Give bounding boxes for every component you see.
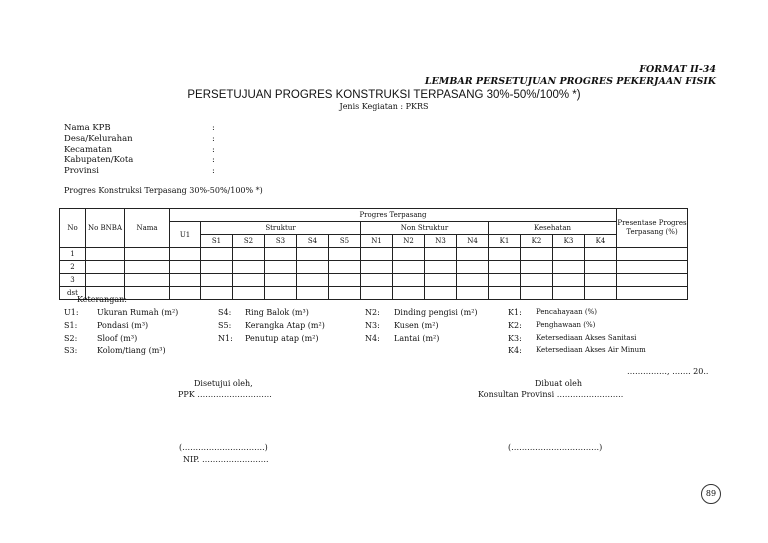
table-row [60, 287, 688, 300]
activity-type: Jenis Kegiatan : PKRS [339, 102, 429, 111]
legend-code: S2: [64, 334, 78, 343]
table-cell[interactable] [170, 261, 201, 274]
legend-code: U1: [64, 308, 79, 317]
table-cell[interactable] [489, 274, 521, 287]
col-k2: K2 [521, 235, 553, 248]
table-cell[interactable] [617, 274, 688, 287]
col-s5: S5 [329, 235, 361, 248]
identity-label: Nama KPB [64, 123, 111, 133]
page-number: 89 [701, 484, 721, 504]
legend-text: Ketersediaan Akses Sanitasi [536, 334, 637, 342]
legend-code: N1: [218, 334, 233, 343]
col-n4: N4 [457, 235, 489, 248]
legend-text: Sloof (m³) [97, 334, 138, 343]
table-cell[interactable] [457, 248, 489, 261]
table-cell[interactable] [553, 287, 585, 300]
legend-text: Ketersediaan Akses Air Minum [536, 346, 646, 354]
keterangan-label: Keterangan: [77, 295, 127, 304]
table-cell[interactable] [297, 287, 329, 300]
table-cell[interactable] [201, 274, 233, 287]
row-number: 3 [60, 274, 86, 287]
legend-code: S4: [218, 308, 232, 317]
legend-text: Kolom/tiang (m³) [97, 346, 166, 355]
col-s2: S2 [233, 235, 265, 248]
identity-block [64, 123, 215, 177]
table-cell[interactable] [265, 261, 297, 274]
table-cell[interactable] [361, 248, 393, 261]
legend-text: Ukuran Rumah (m²) [97, 308, 179, 317]
table-cell[interactable] [265, 287, 297, 300]
legend-text: Dinding pengisi (m²) [394, 308, 478, 317]
identity-label: Kecamatan [64, 144, 113, 155]
legend-code: N4: [365, 334, 380, 343]
table-cell[interactable] [585, 261, 617, 274]
table-cell[interactable] [521, 248, 553, 261]
table-cell[interactable] [86, 274, 125, 287]
identity-row [64, 155, 215, 166]
table-cell[interactable] [617, 261, 688, 274]
document-title: PERSETUJUAN PROGRES KONSTRUKSI TERPASANG 30%-50%/100% *) [187, 89, 581, 101]
legend-code: K3: [508, 334, 522, 343]
identity-row [64, 123, 215, 134]
table-row [60, 274, 688, 287]
ppk-line: PPK ………………………. [178, 390, 272, 399]
col-n1: N1 [361, 235, 393, 248]
date-line: ……………, ……. 20.. [627, 367, 709, 376]
legend-text: Penutup atap (m²) [245, 334, 319, 343]
table-cell[interactable] [393, 274, 425, 287]
table-cell[interactable] [233, 248, 265, 261]
legend-text: Kerangka Atap (m²) [245, 321, 325, 330]
table-cell[interactable] [170, 274, 201, 287]
col-s3: S3 [265, 235, 297, 248]
col-kesehatan: Kesehatan [489, 222, 617, 235]
identity-row [64, 145, 215, 156]
table-cell[interactable] [489, 287, 521, 300]
table-cell[interactable] [125, 287, 170, 300]
sheet-title: LEMBAR PERSETUJUAN PROGRES PEKERJAAN FISIK [424, 76, 716, 87]
row-number: 2 [60, 261, 86, 274]
legend-code: N2: [365, 308, 380, 317]
table-cell[interactable] [361, 274, 393, 287]
identity-row [64, 166, 215, 177]
identity-sep: : [212, 166, 215, 177]
col-non-struktur: Non Struktur [361, 222, 489, 235]
table-cell[interactable] [170, 287, 201, 300]
legend-text: Lantai (m²) [394, 334, 440, 343]
col-struktur: Struktur [201, 222, 361, 235]
table-cell[interactable] [617, 248, 688, 261]
col-k3: K3 [553, 235, 585, 248]
legend-code: N3: [365, 321, 380, 330]
approved-by: Disetujui oleh, [194, 379, 253, 388]
left-signature-name: (………………………….) [179, 443, 268, 452]
row-number: 1 [60, 248, 86, 261]
progress-label: Progres Konstruksi Terpasang 30%-50%/100% *) [64, 186, 263, 195]
legend-code: K1: [508, 308, 522, 317]
legend-code: S5: [218, 321, 232, 330]
col-u1: U1 [170, 222, 201, 248]
table-cell[interactable] [233, 274, 265, 287]
consultant-line: Konsultan Provinsi ……………………. [478, 390, 624, 399]
col-nama: Nama [125, 209, 170, 248]
table-cell[interactable] [86, 248, 125, 261]
col-progres: Progres Terpasang [170, 209, 617, 222]
table-row [60, 261, 688, 274]
col-no: No [60, 209, 86, 248]
table-cell[interactable] [553, 261, 585, 274]
table-cell[interactable] [233, 261, 265, 274]
table-cell[interactable] [86, 261, 125, 274]
table-cell[interactable] [521, 287, 553, 300]
table-cell[interactable] [125, 261, 170, 274]
table-cell[interactable] [425, 287, 457, 300]
col-s4: S4 [297, 235, 329, 248]
table-cell[interactable] [393, 248, 425, 261]
table-cell[interactable] [201, 261, 233, 274]
legend-text: Pencahayaan (%) [536, 308, 597, 316]
col-k1: K1 [489, 235, 521, 248]
table-cell[interactable] [265, 274, 297, 287]
table-cell[interactable] [585, 287, 617, 300]
format-number: FORMAT II-34 [639, 64, 716, 75]
col-n2: N2 [393, 235, 425, 248]
table-cell[interactable] [170, 248, 201, 261]
table-row [60, 248, 688, 261]
nip-line: NIP. ……………………. [183, 455, 269, 464]
identity-row [64, 134, 215, 145]
identity-sep: : [212, 144, 215, 155]
col-no-bnba: No BNBA [86, 209, 125, 248]
table-cell[interactable] [201, 248, 233, 261]
table-cell[interactable] [457, 261, 489, 274]
table-cell[interactable] [233, 287, 265, 300]
table-cell[interactable] [457, 287, 489, 300]
legend-code: S3: [64, 346, 78, 355]
progress-table [59, 208, 688, 300]
legend-code: K2: [508, 321, 522, 330]
table-cell[interactable] [617, 287, 688, 300]
format-code [425, 64, 716, 88]
table-cell[interactable] [553, 274, 585, 287]
legend-text: Pondasi (m³) [97, 321, 149, 330]
table-cell[interactable] [521, 261, 553, 274]
row-number: dst [60, 287, 86, 300]
legend-text: Ring Balok (m³) [245, 308, 309, 317]
table-cell[interactable] [361, 287, 393, 300]
identity-label: Desa/Kelurahan [64, 133, 133, 144]
table-cell[interactable] [297, 248, 329, 261]
table-cell[interactable] [201, 287, 233, 300]
table-cell[interactable] [125, 274, 170, 287]
col-n3: N3 [425, 235, 457, 248]
table-cell[interactable] [297, 274, 329, 287]
table-cell[interactable] [489, 261, 521, 274]
table-cell[interactable] [393, 261, 425, 274]
legend-text: Penghawaan (%) [536, 321, 596, 329]
table-cell[interactable] [265, 248, 297, 261]
identity-sep: : [212, 123, 215, 133]
col-s1: S1 [201, 235, 233, 248]
col-persentase: Presentase Progres Terpasang (%) [617, 209, 688, 248]
table-cell[interactable] [329, 287, 361, 300]
legend-code: K4: [508, 346, 522, 355]
table-cell[interactable] [457, 274, 489, 287]
identity-label: Provinsi [64, 166, 99, 177]
table-cell[interactable] [425, 248, 457, 261]
identity-sep: : [212, 133, 215, 144]
table-cell[interactable] [361, 261, 393, 274]
identity-label: Kabupaten/Kota [64, 155, 134, 166]
table-cell[interactable] [393, 287, 425, 300]
table-cell[interactable] [329, 248, 361, 261]
table-cell[interactable] [425, 261, 457, 274]
table-cell[interactable] [297, 261, 329, 274]
legend-text: Kusen (m²) [394, 321, 439, 330]
table-cell[interactable] [125, 248, 170, 261]
table-cell[interactable] [329, 274, 361, 287]
legend-code: S1: [64, 321, 78, 330]
table-cell[interactable] [489, 248, 521, 261]
identity-sep: : [212, 155, 215, 166]
right-signature-name: (……………………………) [508, 443, 603, 452]
made-by: Dibuat oleh [535, 379, 583, 388]
table-cell[interactable] [425, 274, 457, 287]
table-cell[interactable] [553, 248, 585, 261]
table-cell[interactable] [585, 274, 617, 287]
table-cell[interactable] [329, 261, 361, 274]
col-k4: K4 [585, 235, 617, 248]
table-cell[interactable] [585, 248, 617, 261]
table-cell[interactable] [521, 274, 553, 287]
